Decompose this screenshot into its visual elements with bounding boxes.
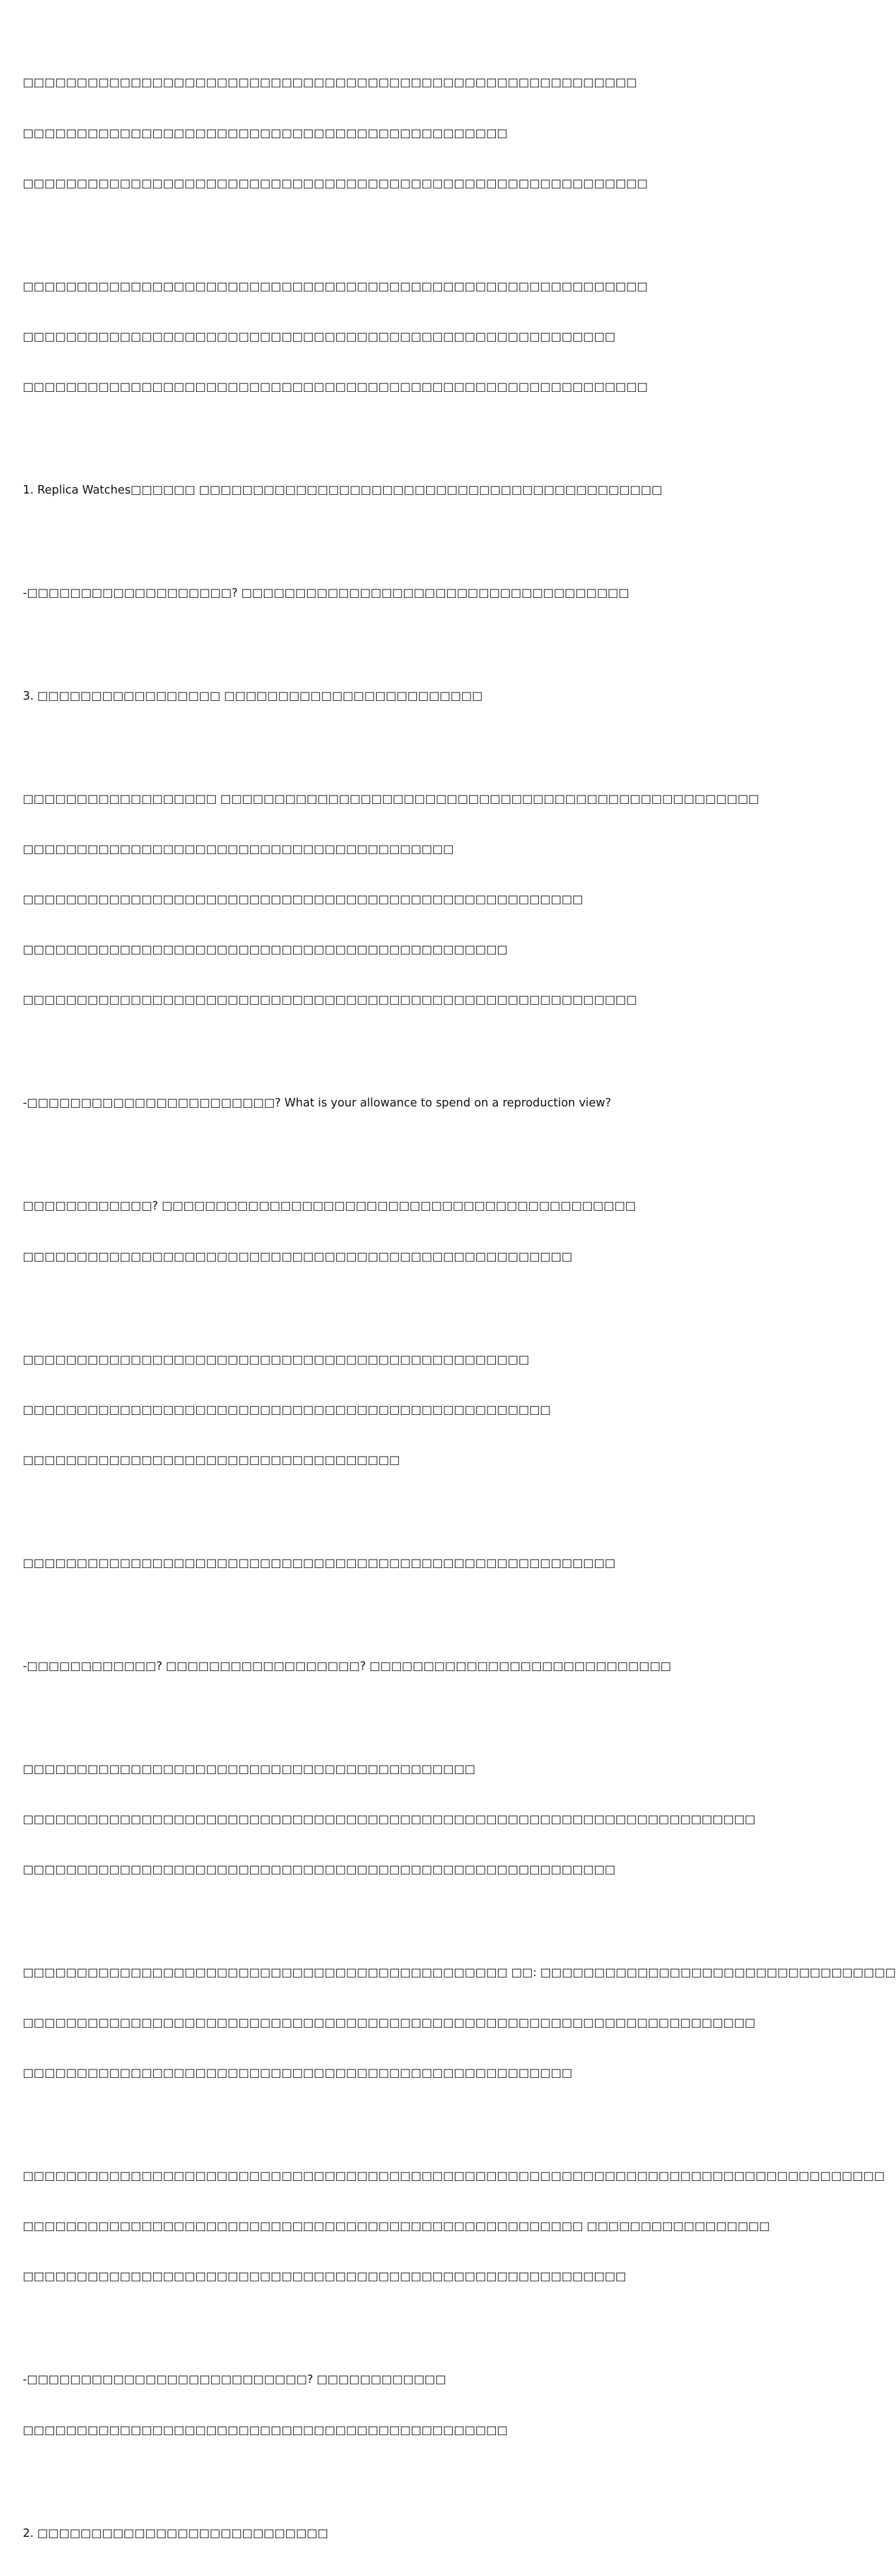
paragraph-4 — [23, 1165, 667, 1299]
text-line: □□□□□□□□□□□□□□□□□□□□□□□□□□□□□□□□□□□□□□□□□□□□□□□□□□□□□□□□□□ — [23, 280, 648, 293]
text-line: □□□□□□□□□□□□□□□□□□□□□□□□□□□□□□□□□□□□□□□□□□□□□□□□□□□□□□□ — [23, 1863, 616, 1876]
text-line: □□□□□□□□□□□□□□□□□□□□□□□□□□□□□□□□□□□□□□□□□□□□□□□□□□□□□□□□ — [23, 2270, 626, 2284]
text-line: □□□□□□□□□□□□□□□□□□□□□□□□□□□□□□□□□□□□□□□□□□□□□□□□□□□□□□□ — [23, 330, 616, 344]
text-line: □□□□□□□□□□□□□□□□□□□□□□□□□□□□□□□□□□□□□□□□□□□□□□□□□□□□□□□□□ — [23, 994, 637, 1007]
paragraph-7 — [23, 1728, 756, 1912]
list-item-3 — [23, 655, 667, 739]
text-line: □□□□□□□□□□□□□□□□□□□□□□□□□□□□□□□□□□□□□□□□□□ — [23, 1762, 476, 1776]
text-line: □□□□□□□□□□□□□□□□□□□□□□□□□□□□□□□□□□□□□□□□□□□□□□□□□□□□ □□□□□□□□□□□□□□□□□ — [23, 2220, 770, 2234]
text-line: □□□□□□□□□□□□□□□□□□□□□□□□□□□□□□□□□□□□□□□□□□□□□□□□□□□□□□□□□□□□□□□□□□□□□□□□□□□□□□□□ — [23, 2170, 885, 2184]
text-line: □□□□□□□□□□□□□□□□□□□□□□□□□□□□□□□□□□□□□□□□□□□□□□□□□□□□□□□□□□ — [23, 380, 648, 394]
question-1 — [23, 552, 667, 636]
text-line: 1. Replica Watches□□□□□□ □□□□□□□□□□□□□□□□□□□□□□□□□□□□□□□□□□□□□□□□□□□ — [23, 483, 663, 497]
paragraph-2 — [23, 245, 667, 430]
text-line: 2. □□□□□□□□□□□□□□□□□□□□□□□□□□□ — [23, 2526, 328, 2540]
text-line: -□□□□□□□□□□□□□□□□□□□□□□□? What is your allowance to spend on a reproduction view? — [23, 1097, 611, 1110]
text-line: □□□□□□□□□□□□□□□□□□□□□□□□□□□□□□□□□□□□□□□□□□□□□□□□□□□□□□□□□□□□□□□□□□□□ — [23, 1813, 756, 1826]
text-line: □□□□□□□□□□□□□□□□□□ □□□□□□□□□□□□□□□□□□□□□□□□□□□□□□□□□□□□□□□□□□□□□□□□□□ — [23, 792, 759, 806]
text-line: □□□□□□□□□□□□□□□□□□□□□□□□□□□□□□□□□□□□□□□□□□□□□ — [23, 2423, 508, 2437]
text-line: □□□□□□□□□□□□? □□□□□□□□□□□□□□□□□□□□□□□□□□□□□□□□□□□□□□□□□□□□ — [23, 1200, 636, 1213]
question-2 — [23, 1062, 667, 1146]
text-line: -□□□□□□□□□□□□□□□□□□□? □□□□□□□□□□□□□□□□□□□□□□□□□□□□□□□□□□□□ — [23, 586, 629, 600]
text-line: □□□□□□□□□□□□□□□□□□□□□□□□□□□□□□□□□□□□□□□□□□□□□□□□□□□ — [23, 2067, 573, 2080]
text-line: □□□□□□□□□□□□□□□□□□□□□□□□□□□□□□□□□□□□□□□□□□□□□□□□□□□□□□□ — [23, 1556, 616, 1570]
text-line: □□□□□□□□□□□□□□□□□□□□□□□□□□□□□□□□□□□□□□□□□□□□□□□□□□□□□□□□□ — [23, 76, 637, 90]
paragraph-5 — [23, 1318, 667, 1503]
text-line: □□□□□□□□□□□□□□□□□□□□□□□□□□□□□□□□□□□□□□□□□□□□□□□□□□□ — [23, 1250, 573, 1264]
paragraph-8 — [23, 1932, 896, 2116]
list-item-1 — [23, 449, 667, 533]
list-item-2 — [23, 2492, 667, 2576]
text-line: □□□□□□□□□□□□□□□□□□□□□□□□□□□□□□□□□□□□□□□□□□□□□□□□□□□□□□□□□□□□□□□□□□□□ — [23, 2017, 756, 2030]
text-line: □□□□□□□□□□□□□□□□□□□□□□□□□□□□□□□□□□□□□□□□□□□□□ — [23, 943, 508, 957]
text-line: □□□□□□□□□□□□□□□□□□□□□□□□□□□□□□□□□□□□□□□□□□□□□ □□: □□□□□□□□□□□□□□□□□□□□□□□□□□□□□□□□□ — [23, 1966, 896, 1980]
paragraph-3 — [23, 758, 759, 1043]
question-3 — [23, 1625, 672, 1709]
paragraph-1 — [23, 42, 667, 226]
text-line: □□□□□□□□□□□□□□□□□□□□□□□□□□□□□□□□□□□ — [23, 1453, 400, 1467]
text-line: 3. □□□□□□□□□□□□□□□□□ □□□□□□□□□□□□□□□□□□□□□□□□ — [23, 689, 483, 703]
text-line: -□□□□□□□□□□□□? □□□□□□□□□□□□□□□□□□? □□□□□□□□□□□□□□□□□□□□□□□□□□□□ — [23, 1659, 672, 1673]
paragraph-6 — [23, 1522, 667, 1606]
question-4 — [23, 2339, 667, 2473]
text-line: □□□□□□□□□□□□□□□□□□□□□□□□□□□□□□□□□□□□□□□□□□□□□□□ — [23, 1353, 530, 1367]
text-line: □□□□□□□□□□□□□□□□□□□□□□□□□□□□□□□□□□□□□□□□□□□□□□□□□ — [23, 1403, 551, 1417]
text-line: □□□□□□□□□□□□□□□□□□□□□□□□□□□□□□□□□□□□□□□□□□□□□□□□□□□□ — [23, 893, 583, 907]
text-line: □□□□□□□□□□□□□□□□□□□□□□□□□□□□□□□□□□□□□□□□ — [23, 843, 454, 857]
text-line: -□□□□□□□□□□□□□□□□□□□□□□□□□□? □□□□□□□□□□□□ — [23, 2373, 446, 2387]
paragraph-9 — [23, 2135, 885, 2320]
text-line: □□□□□□□□□□□□□□□□□□□□□□□□□□□□□□□□□□□□□□□□□□□□□□□□□□□□□□□□□□ — [23, 177, 648, 190]
text-line: □□□□□□□□□□□□□□□□□□□□□□□□□□□□□□□□□□□□□□□□□□□□□ — [23, 126, 508, 140]
